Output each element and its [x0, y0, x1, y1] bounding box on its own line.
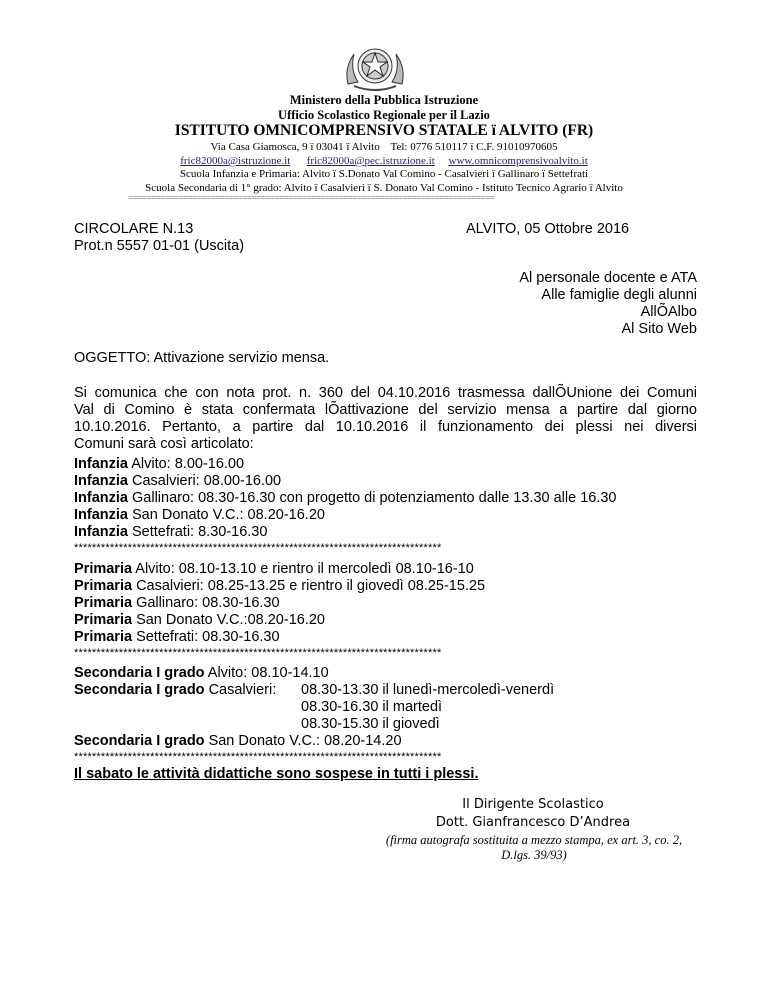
- primaria-schedule: [74, 561, 485, 646]
- schedule-row: [74, 473, 617, 490]
- protocol-number: Prot.n 5557 01-01 (Uscita): [74, 238, 245, 254]
- schedule-text: Gallinaro: 08.30-16.30: [132, 595, 280, 611]
- school-type: Primaria: [74, 561, 133, 577]
- schedule-row: [74, 456, 617, 473]
- school-type: Infanzia: [74, 456, 128, 472]
- schedule-text: Alvito: 08.10-13.10 e rientro il mercoledì 08.10-16-10: [132, 561, 474, 577]
- republic-emblem: [340, 40, 410, 92]
- schedule-text: San Donato V.C.: 08.20-16.20: [127, 507, 325, 523]
- school-type: Infanzia: [74, 507, 128, 523]
- recipient-staff: Al personale docente e ATA: [519, 270, 697, 286]
- school-type: Primaria: [74, 578, 133, 594]
- intro-line: 10.10.2016. Pertanto, a partire dal 10.10.2016 il funzionamento dei plessi nei diversi: [74, 419, 697, 435]
- schedule-text: Alvito: 8.00-16.00: [127, 456, 245, 472]
- contacts-line: [0, 154, 768, 168]
- email-link[interactable]: fric82000a@istruzione.it: [180, 155, 291, 167]
- schedule-text: Alvito: 08.10-14.10: [204, 665, 329, 681]
- regional-office: Ufficio Scolastico Regionale per il Lazio: [278, 108, 490, 122]
- schedule-text: San Donato V.C.:08.20-16.20: [132, 612, 325, 628]
- schedule-row: [74, 490, 617, 507]
- signature-name: Dott. Gianfrancesco D’Andrea: [435, 815, 631, 830]
- place-date: ALVITO, 05 Ottobre 2016: [466, 221, 630, 237]
- address: Via Casa Giamosca, 9 ï 03041 ï Alvito: [210, 141, 380, 153]
- stars-divider: **********************************************************************************: [74, 751, 442, 763]
- schedule-text: Settefrati: 8.30-16.30: [127, 524, 268, 540]
- website-link[interactable]: www.omnicomprensivoalvito.it: [448, 155, 588, 167]
- casalvieri-time-2: 08.30-16.30 il martedì: [301, 699, 443, 715]
- intro-line: Val di Comino è stata confermata lÕattivazione del servizio mensa a partire dal giorno: [74, 402, 697, 418]
- schedule-row: [74, 733, 402, 750]
- schedule-row: [74, 612, 485, 629]
- saturday-note: Il sabato le attività didattiche sono sospese in tutti i plessi.: [74, 766, 479, 782]
- school-type: Infanzia: [74, 490, 128, 506]
- casalvieri-time-3: 08.30-15.30 il giovedì: [301, 716, 440, 732]
- schedule-text: Casalvieri:: [204, 682, 277, 698]
- ministry-name: Ministero della Pubblica Istruzione: [289, 93, 479, 107]
- schedule-row: [74, 524, 617, 541]
- address-line: [0, 140, 768, 154]
- subject: OGGETTO: Attivazione servizio mensa.: [74, 350, 330, 366]
- schedule-row: [74, 595, 485, 612]
- recipient-albo: AllÕAlbo: [640, 304, 697, 320]
- casalvieri-time-1: 08.30-13.30 il lunedì-mercoledì-venerdì: [301, 682, 555, 698]
- schedule-row: [74, 507, 617, 524]
- school-type: Primaria: [74, 629, 133, 645]
- infanzia-schedule: [74, 456, 617, 541]
- signature-note-line: (firma autografa sostituita a mezzo stampa, ex art. 3, co. 2,: [385, 833, 683, 847]
- signature-note-line: D.lgs. 39/93): [501, 848, 567, 862]
- tel-cf: Tel: 0776 510117 ï C.F. 91010970605: [390, 141, 558, 153]
- schedule-row: [74, 629, 485, 646]
- schedule-text: Casalvieri: 08.25-13.25 e rientro il giovedì 08.25-15.25: [132, 578, 486, 594]
- schedule-row: [74, 665, 402, 682]
- recipients: [519, 270, 697, 338]
- school-type: Secondaria I grado: [74, 733, 205, 749]
- school-type: Secondaria I grado: [74, 665, 205, 681]
- schedule-row: [74, 561, 485, 578]
- institute-name: ISTITUTO OMNICOMPRENSIVO STATALE ï ALVITO (FR): [174, 122, 594, 139]
- school-type: Primaria: [74, 595, 133, 611]
- recipient-website: Al Sito Web: [621, 321, 697, 337]
- intro-line: Si comunica che con nota prot. n. 360 del 04.10.2016 trasmessa dallÕUnione dei Comuni: [74, 385, 697, 401]
- school-type: Infanzia: [74, 524, 128, 540]
- school-type: Infanzia: [74, 473, 128, 489]
- intro-paragraph: [74, 385, 697, 453]
- stars-divider: **********************************************************************************: [74, 647, 442, 659]
- stars-divider: **********************************************************************************: [74, 542, 442, 554]
- pec-email-link[interactable]: fric82000a@pec.istruzione.it: [306, 155, 435, 167]
- school-type: Primaria: [74, 612, 133, 628]
- intro-line: Comuni sarà così articolato:: [74, 436, 254, 452]
- header-separator: ================================================================================: [128, 193, 495, 203]
- signature-role: Il Dirigente Scolastico: [462, 797, 604, 812]
- schedule-text: Casalvieri: 08.00-16.00: [127, 473, 282, 489]
- signature-note: [372, 833, 696, 863]
- casalvieri-times: [301, 682, 554, 733]
- schools-infanzia-primaria: Scuola Infanzia e Primaria: Alvito ï S.Donato Val Comino - Casalvieri ï Gallinaro ï Settefrati: [179, 168, 589, 180]
- circular-number: CIRCOLARE N.13: [74, 221, 194, 237]
- school-type: Secondaria I grado: [74, 682, 205, 698]
- recipient-families: Alle famiglie degli alunni: [541, 287, 697, 303]
- schedule-text: Settefrati: 08.30-16.30: [132, 629, 280, 645]
- schools-secondaria: Scuola Secondaria di 1° grado: Alvito ï Casalvieri ï S. Donato Val Comino - Istituto Tecnico Agrario ï Alvito: [145, 182, 623, 194]
- schedule-text: San Donato V.C.: 08.20-14.20: [204, 733, 402, 749]
- schedule-row: [74, 578, 485, 595]
- schedule-text: Gallinaro: 08.30-16.30 con progetto di potenziamento dalle 13.30 alle 16.30: [127, 490, 617, 506]
